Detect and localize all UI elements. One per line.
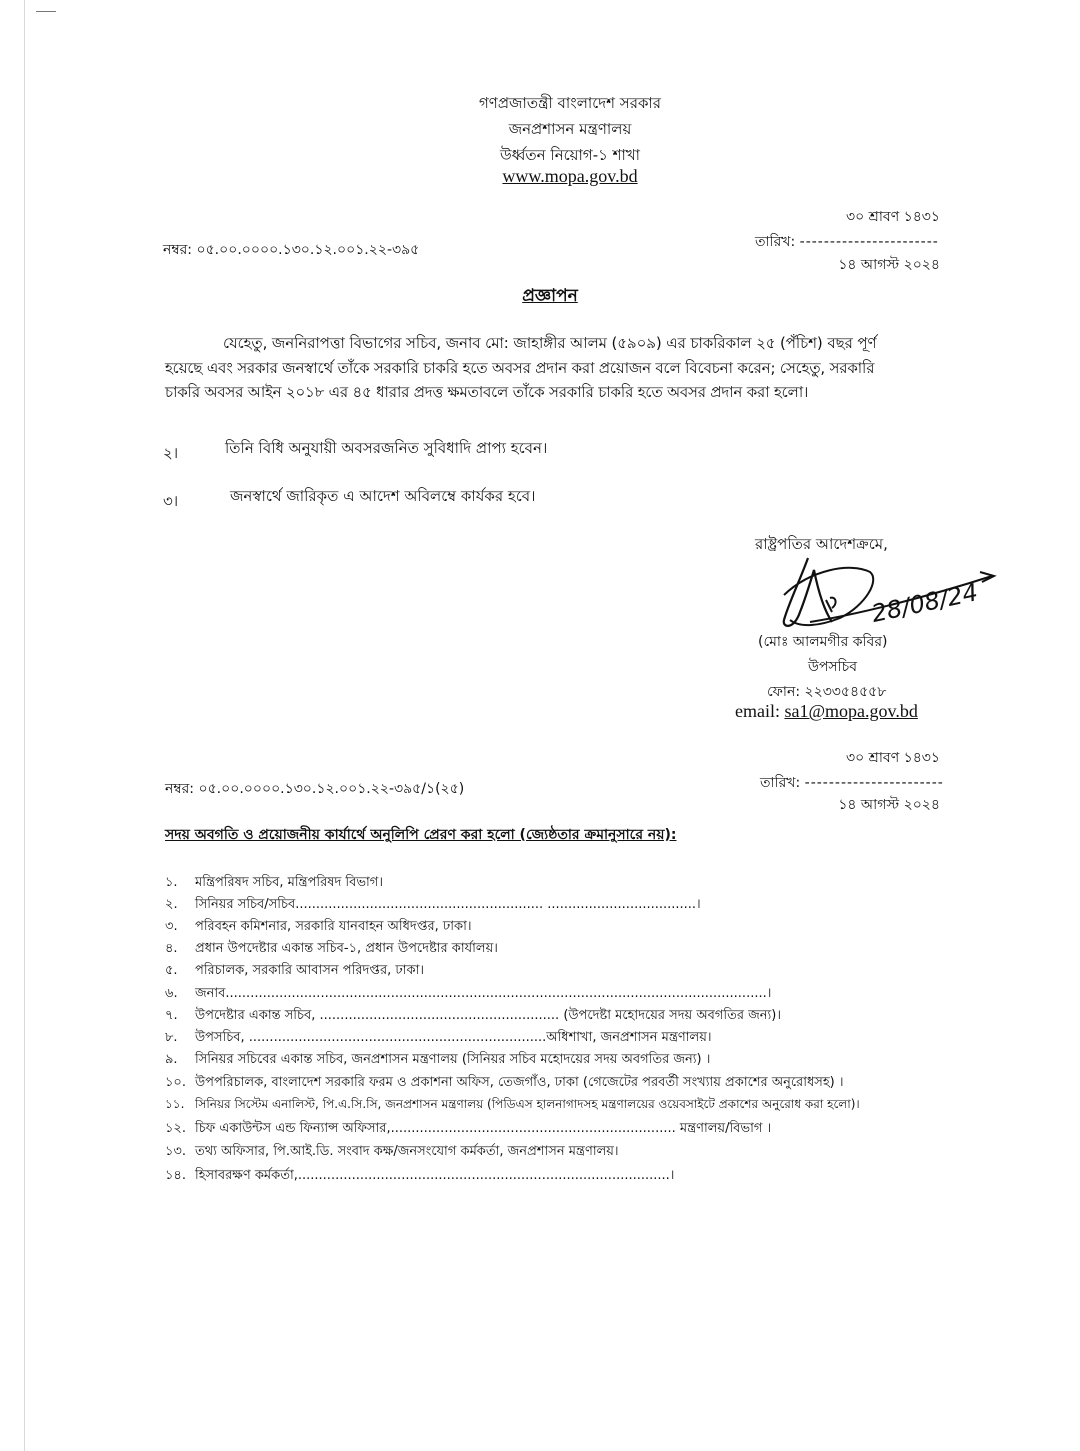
body-para1-line1: যেহেতু, জননিরাপত্তা বিভাগের সচিব, জনাব মো: জাহাঙ্গীর আলম (৫৯০৯) এর চাকরিকাল ২৫ (পঁচিশ) বছর পূর্ণ (223, 334, 877, 352)
cc-list-item (165, 984, 771, 1005)
scan-mark (36, 11, 56, 12)
cc-item-text: হিসাবরক্ষণ কর্মকর্তা,..........................................................................................। (195, 1168, 675, 1183)
cc-item-text: উপদেষ্টার একান্ত সচিব, .......................................................... (উপদেষ্টা মহোদয়ের সদয় অবগতির জন্য)। (195, 1008, 781, 1023)
cc-item-number: ৫. (165, 963, 178, 978)
item3-text: জনস্বার্থে জারিকৃত এ আদেশ অবিলম্বে কার্যকর হবে। (230, 487, 536, 505)
cc-item-number: ৯. (165, 1052, 178, 1067)
header-ministry: জনপ্রশাসন মন্ত্রণালয় (508, 120, 632, 138)
cc-item-number: ১৩. (165, 1144, 187, 1159)
item2-text: তিনি বিধি অনুযায়ী অবসরজনিত সুবিধাদি প্রাপ্য হবেন। (225, 439, 548, 457)
cc-list-item (165, 1006, 781, 1027)
memo2-date-bangla: ৩০ শ্রাবণ ১৪৩১ (846, 750, 940, 766)
cc-list-item (165, 939, 498, 960)
cc-item-number: ৬. (165, 986, 178, 1001)
cc-item-number: ৩. (165, 919, 178, 934)
signatory-phone: ফোন: ২২৩৩৫৪৫৫৮ (767, 684, 887, 700)
cc-item-text: প্রধান উপদেষ্টার একান্ত সচিব-১, প্রধান উপদেষ্টার কার্যালয়। (195, 941, 498, 956)
memo1-date-bangla: ৩০ শ্রাবণ ১৪৩১ (846, 209, 940, 225)
signatory-designation: উপসচিব (808, 659, 858, 675)
memo1-number: নম্বর: ০৫.০০.০০০০.১৩০.১২.০০১.২২-৩৯৫ (163, 242, 420, 258)
cc-list-item (165, 1050, 710, 1071)
cc-list-item (165, 1028, 712, 1049)
cc-heading: সদয় অবগতি ও প্রয়োজনীয় কার্যার্থে অনুলিপি প্রেরণ করা হলো (জ্যেষ্ঠতার ক্রমানুসারে নয়): (165, 827, 677, 843)
memo1-date-line (755, 230, 939, 254)
handwritten-signature-icon (770, 550, 1000, 635)
cc-list-item (165, 1119, 771, 1140)
cc-item-number: ১২. (165, 1121, 187, 1136)
memo2-number: নম্বর: ০৫.০০.০০০০.১৩০.১২.০০১.২২-৩৯৫/১(২৫) (165, 781, 465, 797)
cc-item-number: ২. (165, 897, 178, 912)
memo1-date-dashes: ----------------------- (799, 234, 939, 250)
cc-item-text: মন্ত্রিপরিষদ সচিব, মন্ত্রিপরিষদ বিভাগ। (195, 875, 383, 890)
cc-item-number: ১০. (165, 1075, 187, 1090)
cc-item-text: পরিচালক, সরকারি আবাসন পরিদপ্তর, ঢাকা। (195, 963, 425, 978)
memo1-date-label: তারিখ: (755, 234, 796, 250)
body-para1-line2: হয়েছে এবং সরকার জনস্বার্থে তাঁকে সরকারি চাকরি হতে অবসর প্রদান করা প্রয়োজন বলে বিবেচনা করেন; সেহেতু, সরকারি (165, 359, 875, 377)
cc-item-text: পরিবহন কমিশনার, সরকারি যানবাহন অধিদপ্তর, ঢাকা। (195, 919, 472, 934)
header-government: গণপ্রজাতন্ত্রী বাংলাদেশ সরকার (478, 94, 662, 112)
cc-list-item (165, 917, 472, 938)
cc-item-number: ১. (165, 875, 178, 890)
signatory-name: (মোঃ আলমগীর কবির) (758, 634, 888, 650)
signatory-email-line (735, 701, 918, 722)
cc-item-number: ১১. (165, 1097, 185, 1111)
cc-item-text: উপপরিচালক, বাংলাদেশ সরকারি ফরম ও প্রকাশনা অফিস, তেজগাঁও, ঢাকা (গেজেটের পরবর্তী সংখ্যায় প্রকাশের অনুরোধসহ) । (195, 1075, 844, 1090)
notification-title: প্রজ্ঞাপন (522, 286, 578, 306)
signatory-email[interactable]: sa1@mopa.gov.bd (784, 701, 918, 721)
cc-list-item (165, 1096, 860, 1116)
cc-item-text: তথ্য অফিসার, পি.আই.ডি. সংবাদ কক্ষ/জনসংযোগ কর্মকর্তা, জনপ্রশাসন মন্ত্রণালয়। (195, 1144, 619, 1159)
cc-list-item (165, 1142, 619, 1163)
cc-item-text: উপসচিব, ........................................................................অধিশাখা, জনপ্রশাসন মন্ত্রণালয়। (195, 1030, 712, 1045)
cc-list-item (165, 895, 701, 916)
cc-list-item (165, 1166, 674, 1187)
cc-item-text: সিনিয়র সচিব/সচিব............................................................ ....................................। (195, 897, 701, 912)
memo2-date-label: তারিখ: (760, 775, 801, 791)
email-label: email: (735, 701, 780, 721)
cc-item-text: সিনিয়র সিস্টেম এনালিস্ট, পি.এ.সি.সি, জনপ্রশাসন মন্ত্রণালয় (পিডিএস হালনাগাদসহ মন্ত্রণালয়ের ওয়েবসাইটে প্রকাশের অনুরোধ করা হলো)। (195, 1097, 860, 1111)
header-website[interactable]: www.mopa.gov.bd (502, 166, 638, 186)
header-branch: উর্ধ্বতন নিয়োগ-১ শাখা (499, 146, 641, 164)
by-order-of-president: রাষ্ট্রপতির আদেশক্রমে, (755, 535, 888, 553)
memo2-date-english: ১৪ আগস্ট ২০২৪ (838, 797, 940, 813)
cc-item-number: ১৪. (165, 1168, 187, 1183)
cc-item-number: ৮. (165, 1030, 178, 1045)
cc-item-text: সিনিয়র সচিবের একান্ত সচিব, জনপ্রশাসন মন্ত্রণালয় (সিনিয়র সচিব মহোদয়ের সদয় অবগতির জন্য) । (195, 1052, 711, 1067)
item2-number: ২। (163, 444, 179, 462)
signature-date: 28/08/24 (869, 578, 981, 629)
memo2-date-line (760, 771, 944, 795)
cc-list-item (165, 873, 383, 894)
item3-number: ৩। (163, 492, 179, 510)
cc-item-number: ৪. (165, 941, 178, 956)
cc-item-text: জনাব...................................................................................................................................। (195, 986, 772, 1001)
body-para1-line3: চাকরি অবসর আইন ২০১৮ এর ৪৫ ধারার প্রদত্ত ক্ষমতাবলে তাঁকে সরকারি চাকরি হতে অবসর প্রদান করা হলো। (165, 383, 809, 401)
cc-list-item (165, 961, 424, 982)
cc-list-item (165, 1073, 844, 1094)
cc-item-number: ৭. (165, 1008, 178, 1023)
memo2-date-dashes: ----------------------- (804, 775, 944, 791)
memo1-date-english: ১৪ আগস্ট ২০২৪ (838, 257, 940, 273)
cc-item-text: চিফ একাউন্টস এন্ড ফিন্যান্স অফিসার,..................................................................... মন্ত্রণালয়/বিভাগ । (195, 1121, 772, 1136)
scan-edge-shadow (24, 0, 25, 1451)
